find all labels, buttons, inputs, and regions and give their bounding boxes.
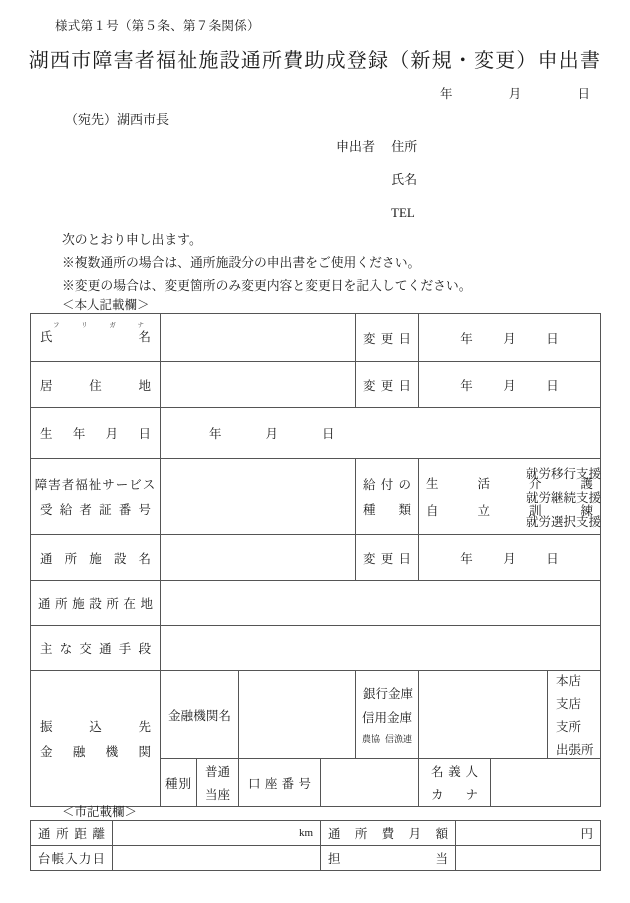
facility-address-label-chars: 通 所 施 設 所 在 地 [38,597,153,611]
birthdate-label-char-0: 生 [40,427,53,441]
submission-date-line [440,84,590,102]
self-entry-table [30,313,601,807]
name-label-char-1: 名 [138,330,151,344]
account-number-label-chars: 口 座 番 号 [248,776,311,791]
account-type-option-toza[interactable]: 当座 [204,788,230,802]
monthly-cost-label-chars: 通 所 費 月 額 [328,827,448,841]
branch-kind-shucchojo[interactable]: 出張所 [556,743,594,757]
birthdate-ymd: 年 月 日 [209,427,335,441]
birthdate-label-char-1: 年 [72,427,86,441]
cell-label-name [31,314,161,362]
cell-account-type-options [197,759,239,807]
furigana-char-0: フ [53,322,60,329]
cell-label-bank [31,671,161,807]
city-entry-table [30,820,601,871]
cell-label-staff [321,846,456,871]
table-row-birthdate [31,408,601,459]
facility-change-date-label: 変 更 日 [363,551,411,566]
table-row-ledger-date [31,846,601,871]
notes-item-1: ※複数通所の場合は、通所施設分の申出書をご使用ください。 [62,256,421,270]
cell-label-account-number [239,759,321,807]
field-birthdate-value[interactable] [161,408,601,459]
table-row-service-number [31,459,601,535]
account-holder-label-line1: 名 義 人 [431,765,478,779]
residence-label-chars [31,376,160,394]
distance-unit: km [298,827,313,839]
cell-label-facility-name [31,535,161,581]
field-facility-address-value[interactable] [161,581,601,626]
service-number-label-stack [31,475,160,518]
residence-change-date-label: 変 更 日 [363,378,411,393]
name-label-wrapper [31,314,160,361]
residence-label-char-1: 住 [89,378,102,393]
name-label-chars [31,327,160,345]
field-name-value[interactable] [161,314,356,362]
transport-label-chars: 主 な 交 通 手 段 [40,642,151,656]
benefit-option-sentaku-shien[interactable]: 就労選択支援 [526,514,602,529]
cell-label-ledger-date [31,846,113,871]
cell-label-monthly-cost [321,821,456,846]
ledger-date-label-chars: 台 帳 入 力 日 [38,852,105,866]
institution-kind-nokyo[interactable]: 農協 [362,734,381,744]
field-facility-change-date[interactable] [419,535,601,581]
branch-kind-shisho[interactable]: 支所 [556,720,582,734]
notes-block [62,229,472,298]
benefit-type-label-stack [356,475,418,518]
furigana-char-2: ガ [109,322,116,329]
field-residence-value[interactable] [161,362,356,408]
page-title: 湖西市障害者福祉施設通所費助成登録（新規・変更）申出書 [28,50,602,72]
field-transport-value[interactable] [161,626,601,671]
table-row-facility-address [31,581,601,626]
field-staff-value[interactable] [456,846,601,871]
section-label-city-entry: ＜市記載欄＞ [62,805,138,819]
addressee: （宛先）湖西市長 [65,112,170,127]
cell-label-name-change-date [356,314,419,362]
birthdate-label-char-3: 日 [138,427,151,441]
benefit-options-right-list [526,464,613,530]
cell-branch-kinds [548,671,601,759]
distance-label-chars: 通 所 距 離 [38,827,105,841]
cell-label-residence [31,362,161,408]
applicant-address-row [336,136,417,169]
applicant-tel-label: TEL [391,205,415,220]
institution-kind-kinko[interactable]: 金庫 [388,687,414,701]
table-row-bank-upper [31,671,601,759]
field-service-number-value[interactable] [161,459,356,535]
institution-kind-row-3 [361,732,413,745]
form-number: 様式第１号（第５条、第７条関係） [55,19,260,33]
benefit-type-label-line2: 種 類 [363,503,411,517]
table-row-transport [31,626,601,671]
institution-kind-shinyokinko[interactable]: 信用金庫 [361,711,412,725]
field-account-holder-value[interactable] [491,759,601,807]
facility-name-label-chars: 通 所 施 設 名 [40,551,151,566]
cell-label-benefit-type [356,459,419,535]
cell-label-account-holder [419,759,491,807]
bank-label-stack [31,717,160,760]
field-facility-name-value[interactable] [161,535,356,581]
bank-label-line1: 振 込 先 [40,720,151,734]
account-type-options-list [197,762,238,803]
account-type-option-futsu[interactable]: 普通 [204,765,230,779]
field-monthly-cost-value[interactable] [456,821,601,846]
institution-kinds-list [356,684,418,745]
applicant-name-row [336,169,417,202]
service-number-label-line1: 障害者福祉サービス [34,478,157,492]
institution-kind-ginko[interactable]: 銀行 [363,687,389,701]
facility-change-date-ymd: 年 月 日 [460,551,559,566]
notes-item-2: ※変更の場合は、変更箇所のみ変更内容と変更日を記入してください。 [62,279,472,293]
institution-kind-shingyoren[interactable]: 信漁連 [384,734,412,744]
cell-label-distance [31,821,113,846]
residence-label-char-0: 居 [40,378,53,393]
date-day-label: 日 [577,87,590,101]
furigana-char-3: ナ [137,322,144,329]
benefit-option-keizoku-shien[interactable]: 就労継続支援 [526,490,602,505]
applicant-lead-label: 申出者 [336,139,376,154]
service-number-label-line2: 受 給 者 証 番 号 [40,503,151,517]
cell-label-account-type [161,759,197,807]
table-row-residence [31,362,601,408]
name-change-date-ymd [419,329,600,347]
cell-label-facility-change-date [356,535,419,581]
cell-label-institution-name [161,671,239,759]
cell-institution-kinds [356,671,419,759]
institution-kind-row-1 [361,684,413,702]
name-label-char-0: 氏 [40,330,53,344]
field-residence-change-date[interactable] [419,362,601,408]
cell-label-facility-address [31,581,161,626]
ymd-year: 年 [460,331,473,346]
cell-label-residence-change-date [356,362,419,408]
table-row-distance [31,821,601,846]
staff-label-chars: 担 当 [328,852,448,866]
section-label-self-entry: ＜本人記載欄＞ [62,298,150,312]
date-month-label: 月 [508,87,522,101]
bank-label-line2: 金 融 機 関 [40,745,151,759]
field-name-change-date[interactable] [419,314,601,362]
cell-label-service-number [31,459,161,535]
ymd-month: 月 [503,331,516,346]
date-year-label: 年 [440,87,453,101]
benefit-option-seikatsukaigo[interactable]: 生 活 介 護 [426,477,594,491]
birthdate-label-char-2: 月 [105,427,119,441]
benefit-option-ikou-shien[interactable]: 就労移行支援 [526,466,602,481]
benefit-option-jiritsukunren[interactable]: 自 立 訓 練 [426,504,594,518]
field-branch-name-value[interactable] [419,671,548,759]
table-row-facility-name [31,535,601,581]
field-distance-value[interactable] [113,821,321,846]
notes-intro: 次のとおり申し出ます。 [62,233,202,247]
cell-label-birthdate [31,408,161,459]
branch-kind-shiten[interactable]: 支店 [556,697,582,711]
branch-kind-honten[interactable]: 本店 [556,674,582,688]
account-holder-label-line2: カ ナ [431,788,478,802]
residence-change-date-ymd: 年 月 日 [460,378,559,393]
branch-kinds-list [548,671,600,758]
account-holder-label-stack [419,762,490,803]
account-type-label: 種別 [164,776,192,791]
applicant-address-label: 住所 [391,139,418,154]
field-ledger-date-value[interactable] [113,846,321,871]
applicant-block [336,136,417,235]
field-account-number-value[interactable] [321,759,419,807]
monthly-cost-unit: 円 [580,827,593,841]
cell-label-transport [31,626,161,671]
furigana-char-1: リ [81,322,88,329]
applicant-name-label: 氏名 [391,172,418,187]
institution-name-label-chars: 金 融 機 関 名 [168,708,231,723]
field-institution-name-value[interactable] [239,671,356,759]
table-row-name [31,314,601,362]
name-change-date-label: 変 更 日 [363,331,411,346]
benefit-type-label-line1: 給 付 の [363,478,411,492]
birthdate-label-chars [31,424,160,442]
ymd-day: 日 [546,331,559,346]
residence-label-char-2: 地 [138,378,151,393]
